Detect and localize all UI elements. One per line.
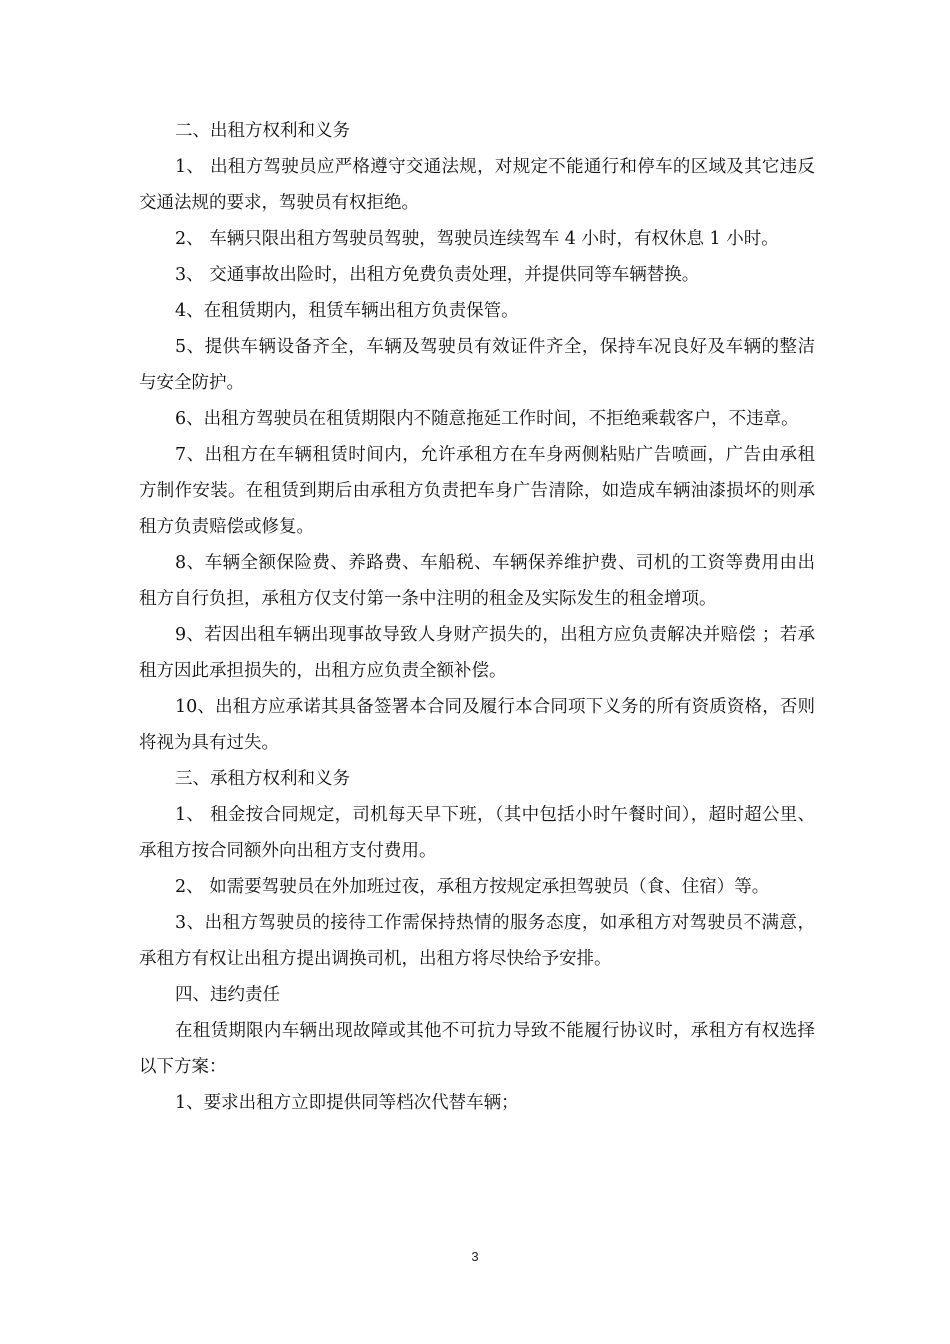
clause-paragraph: 7、出租方在车辆租赁时间内，允许承租方在车身两侧粘贴广告喷画，广告由承租方制作安装。在租赁到期后由承租方负责把车身广告清除，如造成车辆油漆损坏的则承租方负责赔偿或修复。 [139, 445, 815, 537]
clause-paragraph: 8、车辆全额保险费、养路费、车船税、车辆保养维护费、司机的工资等费用由出租方自行负担，承租方仅支付第一条中注明的租金及实际发生的租金增项。 [139, 553, 815, 609]
clause-paragraph: 4、在租赁期内，租赁车辆出租方负责保管。 [175, 301, 519, 321]
clause-paragraph: 6、出租方驾驶员在租赁期限内不随意拖延工作时间，不拒绝乘载客户，不违章。 [175, 409, 799, 429]
section-heading: 三、承租方权利和义务 [175, 769, 350, 789]
clause-paragraph: 在租赁期限内车辆出现故障或其他不可抗力导致不能履行协议时，承租方有权选择以下方案： [139, 1021, 815, 1077]
section-heading: 二、出租方权利和义务 [175, 121, 350, 141]
clause-paragraph: 9、若因出租车辆出现事故导致人身财产损失的，出租方应负责解决并赔偿 ；若承租方因此承担损失的，出租方应负责全额补偿。 [139, 625, 815, 681]
clause-paragraph: 1、 租金按合同规定，司机每天早下班，（其中包括小时午餐时间），超时超公里、承租方按合同额外向出租方支付费用。 [139, 805, 815, 861]
page-number: 3 [471, 1249, 479, 1264]
section-heading: 四、违约责任 [175, 985, 280, 1005]
clause-paragraph: 2、 如需要驾驶员在外加班过夜，承租方按规定承担驾驶员（食、住宿）等。 [175, 877, 770, 897]
clause-paragraph: 3、出租方驾驶员的接待工作需保持热情的服务态度，如承租方对驾驶员不满意，承租方有权让出租方提出调换司机，出租方将尽快给予安排。 [139, 913, 815, 969]
clause-paragraph: 5、提供车辆设备齐全，车辆及驾驶员有效证件齐全，保持车况良好及车辆的整洁与安全防护。 [139, 337, 815, 393]
document-body [139, 113, 815, 1121]
clause-paragraph: 10、出租方应承诺其具备签署本合同及履行本合同项下义务的所有资质资格，否则将视为具有过失。 [139, 697, 815, 753]
clause-paragraph: 3、 交通事故出险时，出租方免费负责处理，并提供同等车辆替换。 [175, 265, 700, 285]
clause-paragraph: 2、 车辆只限出租方驾驶员驾驶，驾驶员连续驾车 4 小时，有权休息 1 小时。 [175, 229, 779, 249]
clause-paragraph: 1、要求出租方立即提供同等档次代替车辆； [175, 1093, 519, 1113]
clause-paragraph: 1、 出租方驾驶员应严格遵守交通法规，对规定不能通行和停车的区域及其它违反交通法规的要求，驾驶员有权拒绝。 [139, 157, 815, 213]
